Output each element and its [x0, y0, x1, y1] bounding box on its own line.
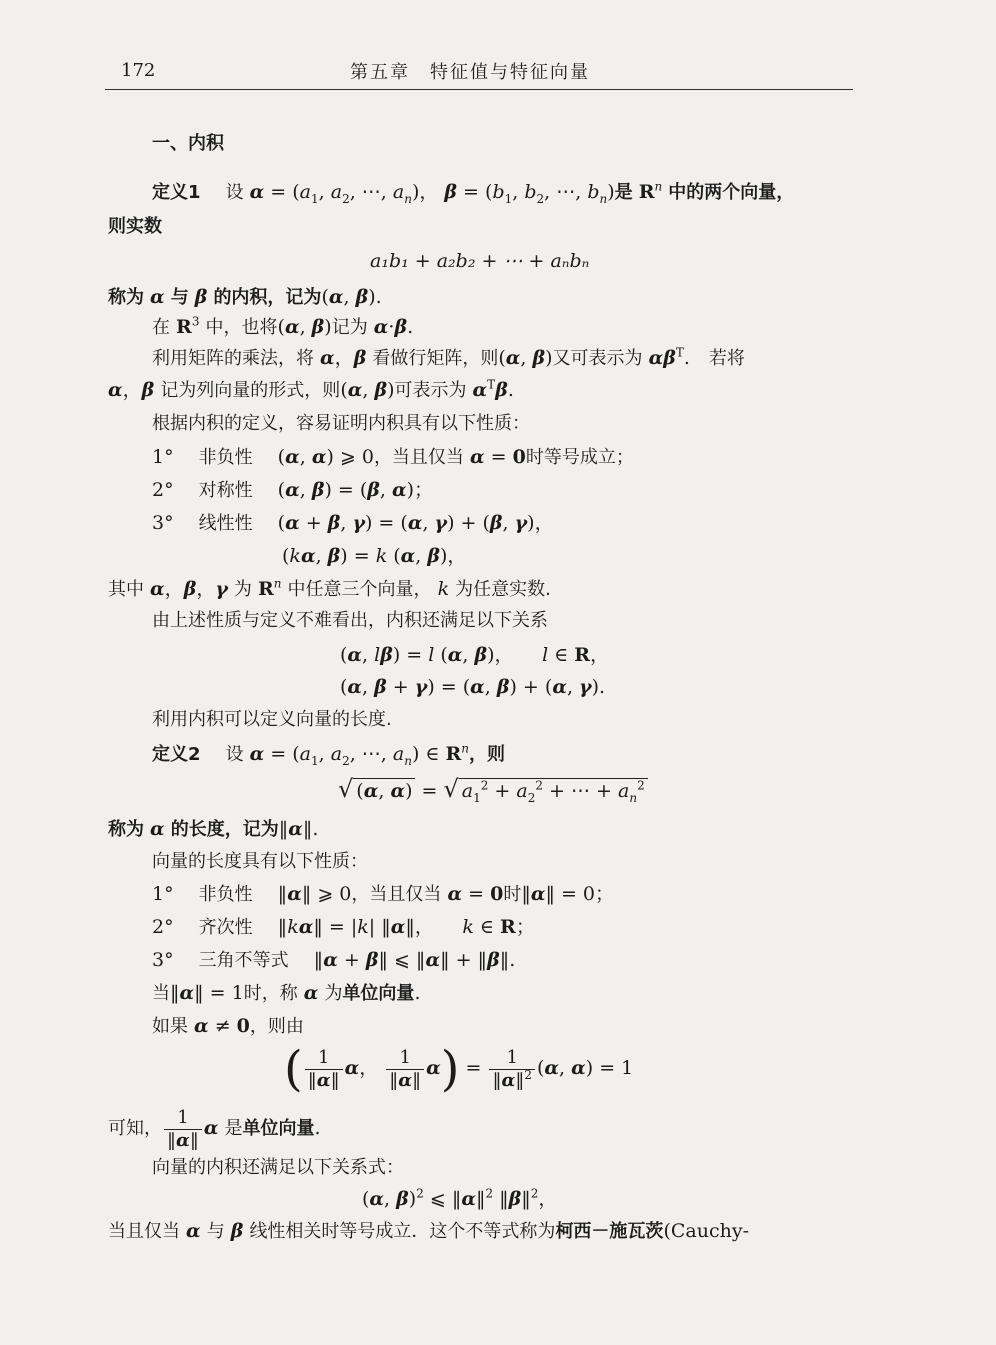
definition-1-line-2: 则实数 — [108, 216, 162, 237]
properties-intro: 根据内积的定义，容易证明内积具有以下性质： — [152, 413, 530, 434]
if-nonzero: 如果 α ≠ 0，则由 — [152, 1015, 304, 1037]
paragraph-matrix-2: α，β 记为列向量的形式，则(α, β)可表示为 $\alpha^T\beta$. — [108, 377, 514, 401]
length-properties-intro: 向量的长度具有以下性质： — [152, 851, 368, 872]
cauchy-intro: 向量的内积还满足以下关系式： — [152, 1157, 404, 1178]
paragraph-matrix-1: 利用矩阵的乘法，将 α，β 看做行矩阵，则(α, β)又可表示为 $\alpha\beta^T$. 若将 — [152, 345, 745, 369]
definition-1-formula: a₁b₁ + a₂b₂ + ⋯ + aₙbₙ — [370, 250, 590, 272]
property-3: 3° 线性性 (α + β, γ) = (α, γ) + (β, γ)， — [152, 512, 554, 534]
property-3-line-2: (kα, β) = k (α, β)， — [282, 545, 467, 567]
definition-2-line-2: 称为 α 的长度，记为‖α‖. — [108, 818, 319, 840]
property-2: 2° 对称性 (α, β) = (β, α)； — [152, 479, 434, 501]
header-rule — [105, 89, 853, 90]
section-title: 一、内积 — [152, 133, 224, 154]
definition-1-label: 定义1 — [152, 182, 201, 203]
definition-1-line-1: 定义1 设 $\alpha = (a_1$, $a_2$, ⋯, $a_n$)， $\beta = (b_1$, $b_2$, ⋯, $b_n$)是 $R^n$ 中的两个向量， — [152, 179, 795, 206]
cauchy-condition: 当且仅当 α 与 β 线性相关时等号成立．这个不等式称为柯西－施瓦茨(Cauchy- — [108, 1220, 749, 1242]
length-property-2: 2° 齐次性 ‖kα‖ = |k| ‖α‖， k ∈ R； — [152, 916, 535, 938]
relation-1: (α, lβ) = l (α, β)， l ∈ R， — [340, 644, 610, 666]
page-number: 172 — [121, 60, 156, 81]
unit-vector-conclusion: 可知， $\frac{1}{‖\alpha‖}$ α 是单位向量. — [108, 1106, 321, 1151]
relation-2: (α, β + γ) = (α, β) + (α, γ). — [340, 676, 606, 698]
property-1: 1° 非负性 (α, α) ⩾ 0，当且仅当 α = 0时等号成立； — [152, 446, 634, 468]
unit-vector-definition: 当‖α‖ = 1时，称 α 为单位向量. — [152, 982, 421, 1004]
relations-intro: 由上述性质与定义不难看出，内积还满足以下关系 — [152, 610, 548, 631]
paragraph-r3: 在 $R^3$ 中，也将(α, β)记为 α·β. — [152, 314, 414, 338]
where-clause: 其中 α，β，γ 为 $R^n$ 中任意三个向量， k 为任意实数. — [108, 576, 551, 600]
definition-2-line-1: 定义2 设 $\alpha = (a_1$, $a_2$, ⋯, $a_n$) ∈ $R^n$，则 — [152, 741, 506, 768]
definition-1-line-3: 称为 α 与 β 的内积，记为(α, β). — [108, 286, 382, 308]
normalization-formula: ( $\frac{1}{‖\alpha‖}$ α， $\frac{1}{‖\alpha‖}$ α) = $\frac{1}{‖\alpha‖^2}$ (α, α) = 1 — [284, 1041, 634, 1097]
definition-2-label: 定义2 — [152, 744, 201, 765]
length-intro: 利用内积可以定义向量的长度. — [152, 709, 392, 730]
length-property-1: 1° 非负性 ‖α‖ ⩾ 0，当且仅当 α = 0时‖α‖ = 0； — [152, 883, 615, 905]
running-title: 第五章 特征值与特征向量 — [350, 62, 590, 83]
length-property-3: 3° 三角不等式 ‖α + β‖ ⩽ ‖α‖ + ‖β‖. — [152, 949, 516, 971]
cauchy-schwarz-inequality: (α, β)$^2$ ⩽ ‖α‖$^2$ ‖β‖$^2$， — [362, 1186, 558, 1210]
definition-2-formula: √ (α, α) = √ $a_1^2 + a_2^2$ + ⋯ + $a_n^2$ — [338, 778, 648, 803]
